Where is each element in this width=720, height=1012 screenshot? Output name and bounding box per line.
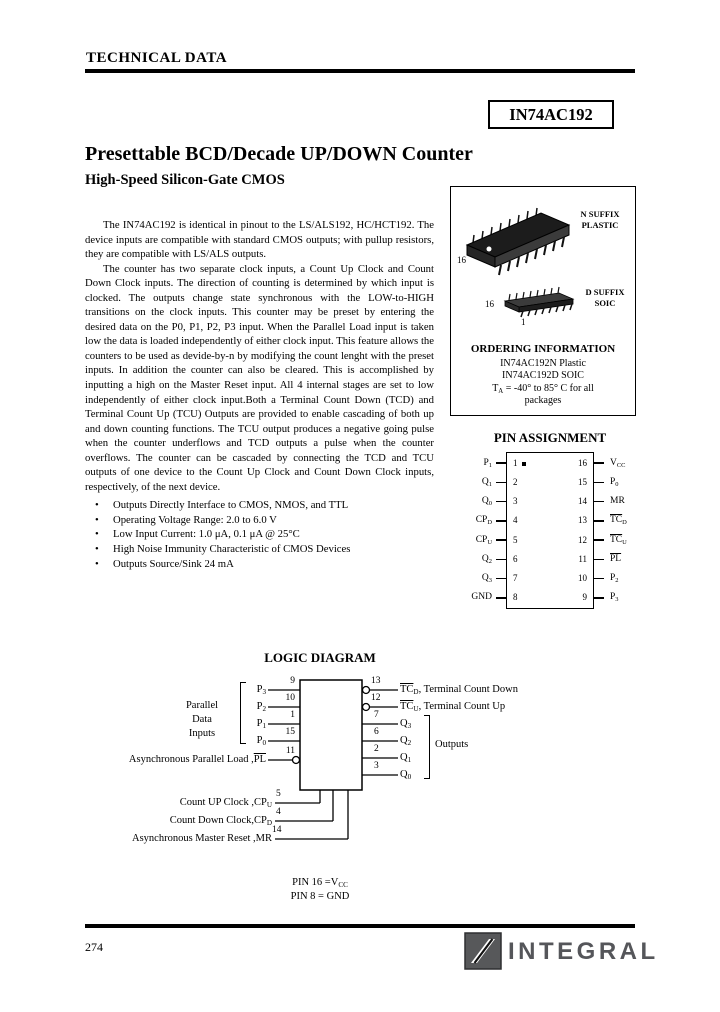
pin-row: [507, 549, 593, 568]
pin-label: MR: [610, 496, 625, 506]
pin-number-right: 14: [578, 496, 587, 507]
pin-number-right: 10: [578, 573, 587, 584]
ordering-packages-line: packages: [524, 395, 562, 406]
pin-stub: [594, 482, 604, 484]
doc-header: TECHNICAL DATA: [86, 50, 228, 66]
page-number: 274: [85, 940, 103, 954]
pin-label: $\overline{TC}_U$: [610, 534, 627, 546]
pin-number-right: 15: [578, 476, 587, 487]
pin-number-right: 9: [582, 592, 587, 603]
logic-pin-number: 6: [374, 727, 379, 737]
d-suffix-line2: SOIC: [594, 298, 616, 308]
count-up-clock-label: Count UP Clock $,CP_U$: [179, 797, 272, 810]
terminal-count-up-label: $\overline{TC}_U$, Terminal Count Up: [400, 701, 506, 714]
soic-pin16-label: 16: [485, 299, 494, 309]
pin-number-right: 12: [578, 534, 587, 545]
pin-number-left: 3: [513, 496, 518, 507]
pin-label: $P_3$: [610, 592, 619, 603]
logic-input-label: $P_2$: [256, 701, 266, 714]
n-suffix-label: [569, 209, 631, 231]
pin-stub: [496, 597, 506, 599]
pin-label: $CP_U$: [475, 534, 492, 546]
logic-output-label: $Q_2$: [400, 735, 412, 748]
header-rule: [85, 69, 635, 73]
pin-label: $Q_3$: [481, 573, 492, 584]
terminal-count-down-label: $\overline{TC}_D$, Terminal Count Down: [400, 684, 518, 697]
logic-pin-number: 3: [374, 761, 379, 771]
logic-diagram-title: LOGIC DIAGRAM: [264, 650, 376, 665]
brand-name: INTEGRAL: [508, 938, 659, 965]
pin-row: [507, 530, 593, 549]
master-reset-label: Asynchronous Master Reset ,MR: [132, 833, 272, 844]
dip-pin16-label: 16: [457, 255, 466, 265]
pin-assignment-diagram: [470, 450, 630, 614]
pin-number-right: 11: [578, 553, 587, 564]
bullet-icon: •: [95, 557, 99, 570]
pin-stub: [496, 520, 506, 522]
pin-stub: [594, 539, 604, 541]
pin8-note: PIN 8 = GND: [290, 891, 350, 902]
pin-stub: [594, 578, 604, 580]
body-column: [85, 218, 434, 571]
feature-text: Outputs Directly Interface to CMOS, NMOS, and TTL: [113, 499, 349, 512]
pin16-note: PIN $16 =V_{CC}$: [292, 877, 348, 890]
pin-number-left: 8: [513, 592, 518, 603]
pin-stub: [496, 462, 506, 464]
pin-row: [507, 453, 593, 472]
ordering-information-title: ORDERING INFORMATION: [470, 343, 616, 355]
pin-label: $\overline{PL}$: [610, 554, 622, 564]
logic-pin-number: 7: [374, 710, 379, 720]
pin-stub: [496, 501, 506, 503]
logic-pin-number: 2: [374, 744, 379, 754]
logic-pin-number: 14: [272, 825, 282, 835]
feature-item: [85, 513, 434, 528]
pin-row: [507, 588, 593, 607]
bullet-icon: •: [95, 499, 99, 512]
logic-input-label: $P_1$: [256, 718, 266, 731]
temp-sub: A: [498, 388, 504, 396]
temp-rest: = -40° to 85° C for all: [503, 383, 594, 394]
feature-text: Low Input Current: 1.0 μA, 0.1 μA @ 25°C: [113, 528, 300, 541]
pin-stub: [594, 501, 604, 503]
soic-package-drawing: [493, 285, 588, 325]
pin-number-left: 6: [513, 553, 518, 564]
pin-label: $P_1$: [483, 457, 492, 469]
parallel-data-inputs-label: Data: [192, 714, 212, 725]
ordering-plastic-line: IN74AC192N Plastic: [500, 358, 586, 369]
pin-row: [507, 472, 593, 491]
parallel-data-inputs-label: Inputs: [188, 728, 216, 739]
feature-item: [85, 557, 434, 572]
logic-pin-number: 9: [290, 676, 295, 686]
d-suffix-label: [579, 287, 631, 309]
pin-label: $Q_2$: [481, 554, 492, 565]
n-suffix-line2: PLASTIC: [581, 220, 619, 230]
pin-stub: [496, 539, 506, 541]
logic-output-label: $Q_0$: [400, 769, 412, 782]
pin-number-left: 4: [513, 515, 518, 526]
ordering-soic-line: IN74AC192D SOIC: [502, 370, 584, 381]
logic-input-label: $P_3$: [256, 684, 266, 697]
pin-number-left: 2: [513, 476, 518, 487]
feature-text: Operating Voltage Range: 2.0 to 6.0 V: [113, 513, 277, 526]
pin-label: $P_2$: [610, 573, 619, 584]
brand-logo-icon: [464, 932, 502, 970]
pin-row: [507, 492, 593, 511]
pin-label: $P_0$: [610, 476, 619, 488]
features-list: [85, 498, 434, 571]
pin-number-right: 13: [578, 515, 587, 526]
parallel-load-label: Asynchronous Parallel Load $,\overline{PL}$: [128, 754, 266, 765]
soic-pin1-label: 1: [521, 317, 526, 327]
pin-stub: [594, 520, 604, 522]
temp-prefix: T: [492, 383, 499, 394]
pin-assignment-title: PIN ASSIGNMENT: [493, 430, 607, 445]
feature-item: [85, 498, 434, 513]
pin1-marker: [522, 462, 526, 466]
feature-text: High Noise Immunity Characteristic of CMOS Devices: [113, 543, 351, 556]
logic-pin-number: 11: [285, 746, 295, 756]
page-title: Presettable BCD/Decade UP/DOWN Counter: [85, 143, 473, 165]
bullet-icon: •: [95, 528, 99, 541]
pin-label: GND: [471, 592, 492, 602]
pin-stub: [496, 559, 506, 561]
page-subtitle: High-Speed Silicon-Gate CMOS: [85, 172, 285, 188]
parallel-data-inputs-label: Parallel: [185, 700, 219, 711]
logic-input-label: $P_0$: [256, 735, 266, 748]
ordering-temp-line: [451, 383, 635, 395]
logic-pin-number: 12: [371, 693, 381, 703]
logic-pin-number: 5: [276, 789, 281, 799]
pin-number-right: 16: [578, 457, 587, 468]
input-group-bracket: [240, 682, 246, 744]
pin-stub: [496, 482, 506, 484]
logic-pin-number: 10: [285, 693, 295, 703]
logic-output-label: $Q_1$: [400, 752, 412, 765]
bullet-icon: •: [95, 513, 99, 526]
pin-label: $\overline{TC}_D$: [610, 515, 627, 526]
package-figure-box: [450, 186, 636, 416]
pin-number-left: 1: [513, 458, 526, 468]
description-paragraph: The counter has two separate clock inputs, a Count Up Clock and Count Down Clock inputs. The direction of counting is determined by which input is clocked. The outputs change state synchronous with the LOW-to-HIGH transitions on the clock inputs. This counter may be preset by entering the desired data on the P0, P1, P2, P3 input. When the Parallel Load input is taken low the data is loaded independently of either clock input. This feature allows the counters to be used as devide-by-n by modifying the count lenght with the preset inputs. In addition the counter can also be cleared. This is accomplished by inputting a high on the Master Reset input. All 4 internal stages are set to low independently of either clock input.Both a Terminal Count Down (TCD) and Terminal Count Up (TCU) Outputs are provided to enable cascading of both up and down counting functions. The TCU output produces a negative going pulse when the counter underflows and TCD outputs a pulse when the counter overflows. The counter can be cascaded by connecting the TCD and TCU outputs of one device to the Count Up Clock and Count Down Clock inputs, respectively, of the next device.: [85, 262, 434, 493]
bullet-icon: •: [95, 543, 99, 556]
pin-stub: [594, 462, 604, 464]
outputs-label: Outputs: [435, 739, 469, 750]
outputs-group-bracket: [424, 715, 430, 779]
pin-stub: [594, 559, 604, 561]
intro-paragraph: The IN74AC192 is identical in pinout to the LS/ALS192, HC/HCT192. The device inputs are compatible with standard CMOS outputs; with pullup resistors, they are compatible with LS/ALS outputs.: [85, 219, 434, 261]
feature-text: Outputs Source/Sink 24 mA: [113, 557, 234, 570]
n-suffix-line1: N SUFFIX: [580, 209, 620, 219]
pin-label: $Q_0$: [481, 496, 492, 507]
feature-item: [85, 542, 434, 557]
pin-label: $Q_1$: [481, 476, 492, 488]
count-down-clock-label: Count Down $Clock,CP_D$: [169, 815, 272, 828]
footer-rule: [85, 924, 635, 928]
pin-row: [507, 569, 593, 588]
pin-number-left: 5: [513, 534, 518, 545]
pin-number-left: 7: [513, 573, 518, 584]
pin-label: $V_{CC}$: [610, 457, 626, 469]
feature-item: [85, 527, 434, 542]
pin-stub: [496, 578, 506, 580]
pin-row: [507, 511, 593, 530]
logic-pin-number: 13: [371, 676, 381, 686]
d-suffix-line1: D SUFFIX: [585, 287, 625, 297]
part-number-box: IN74AC192: [488, 100, 614, 129]
pin-stub: [594, 597, 604, 599]
logic-pin-number: 1: [290, 710, 295, 720]
logic-pin-number: 15: [285, 727, 295, 737]
pin-label: $CP_D$: [475, 515, 492, 526]
logic-output-label: $Q_3$: [400, 718, 412, 731]
ic-outline: [506, 452, 594, 609]
logic-pin-number: 4: [276, 807, 281, 817]
